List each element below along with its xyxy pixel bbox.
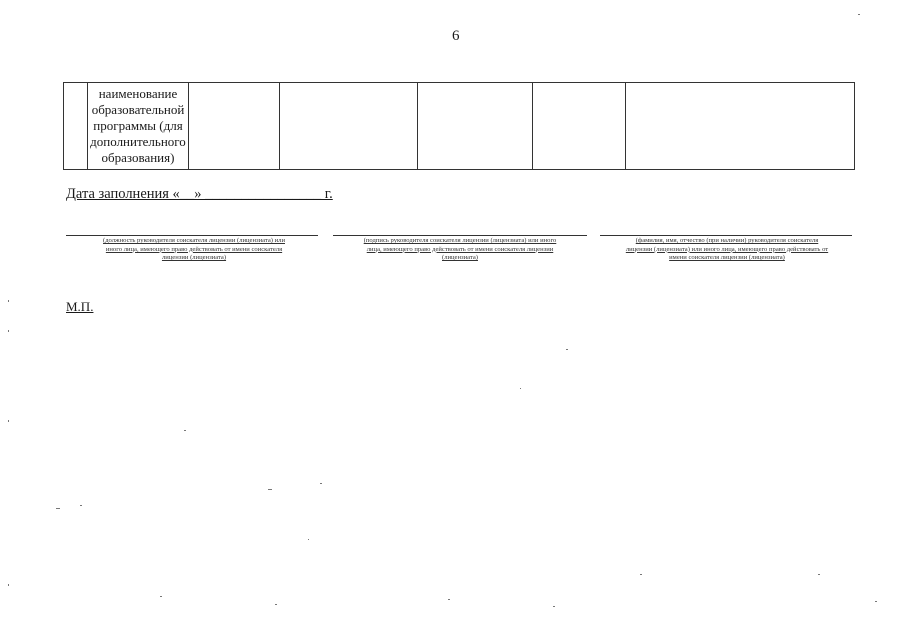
scan-speck: [640, 574, 642, 575]
scan-speck: [275, 604, 277, 605]
signature-line-full-name: [600, 235, 852, 236]
scan-speck: [875, 601, 877, 602]
stamp-place-label: М.П.: [66, 299, 94, 314]
scan-speck: [8, 584, 9, 586]
table-row: [64, 83, 855, 170]
scan-speck: [8, 330, 9, 332]
table-cell-empty: [280, 83, 418, 170]
scan-speck: [566, 349, 568, 350]
table-cell-empty: [189, 83, 280, 170]
page-number: 6: [452, 28, 460, 44]
scan-speck: [320, 483, 322, 484]
signature-caption-full-name: (фамилия, имя, отчество (при наличии) руководителя соискателя лицензии (лицензиата) или иного лица, имеющего право действовать от имени соискателя лицензии (лицензиата): [625, 237, 829, 262]
scan-speck: [520, 388, 521, 389]
scan-speck: [818, 574, 820, 575]
program-name-label: наименование образовательной программы (для дополнительного образования): [90, 86, 186, 165]
table-cell-empty: [626, 83, 855, 170]
scan-speck: [80, 505, 82, 506]
scan-speck: [8, 420, 9, 422]
signature-line-position: [66, 235, 318, 236]
scan-speck: [8, 300, 9, 302]
table-cell-empty: [533, 83, 626, 170]
scan-speck: [858, 14, 860, 15]
scan-speck: [184, 430, 186, 431]
signature-caption-signature: (подпись руководителя соискателя лицензии (лицензиата) или иного лица, имеющего право действовать от имени соискателя лицензии (лицензиата): [363, 237, 557, 262]
scan-speck: [56, 508, 60, 509]
scan-speck: [268, 489, 272, 490]
table-cell-program-name: [88, 83, 189, 170]
scan-speck: [308, 539, 309, 540]
education-program-table: [63, 82, 855, 170]
signature-caption-position: (должность руководителя соискателя лицензии (лицензиата) или иного лица, имеющего право действовать от имени соискателя лицензии (лицензиата): [103, 237, 285, 262]
table-cell-empty: [418, 83, 533, 170]
table-cell-index: [64, 83, 88, 170]
scan-speck: [448, 599, 450, 600]
scan-speck: [553, 606, 555, 607]
fill-date-text: Дата заполнения «__» ________________ г.: [66, 186, 333, 202]
scan-speck: [160, 596, 162, 597]
fill-date-line: [66, 186, 333, 203]
signature-line-signature: [333, 235, 587, 236]
